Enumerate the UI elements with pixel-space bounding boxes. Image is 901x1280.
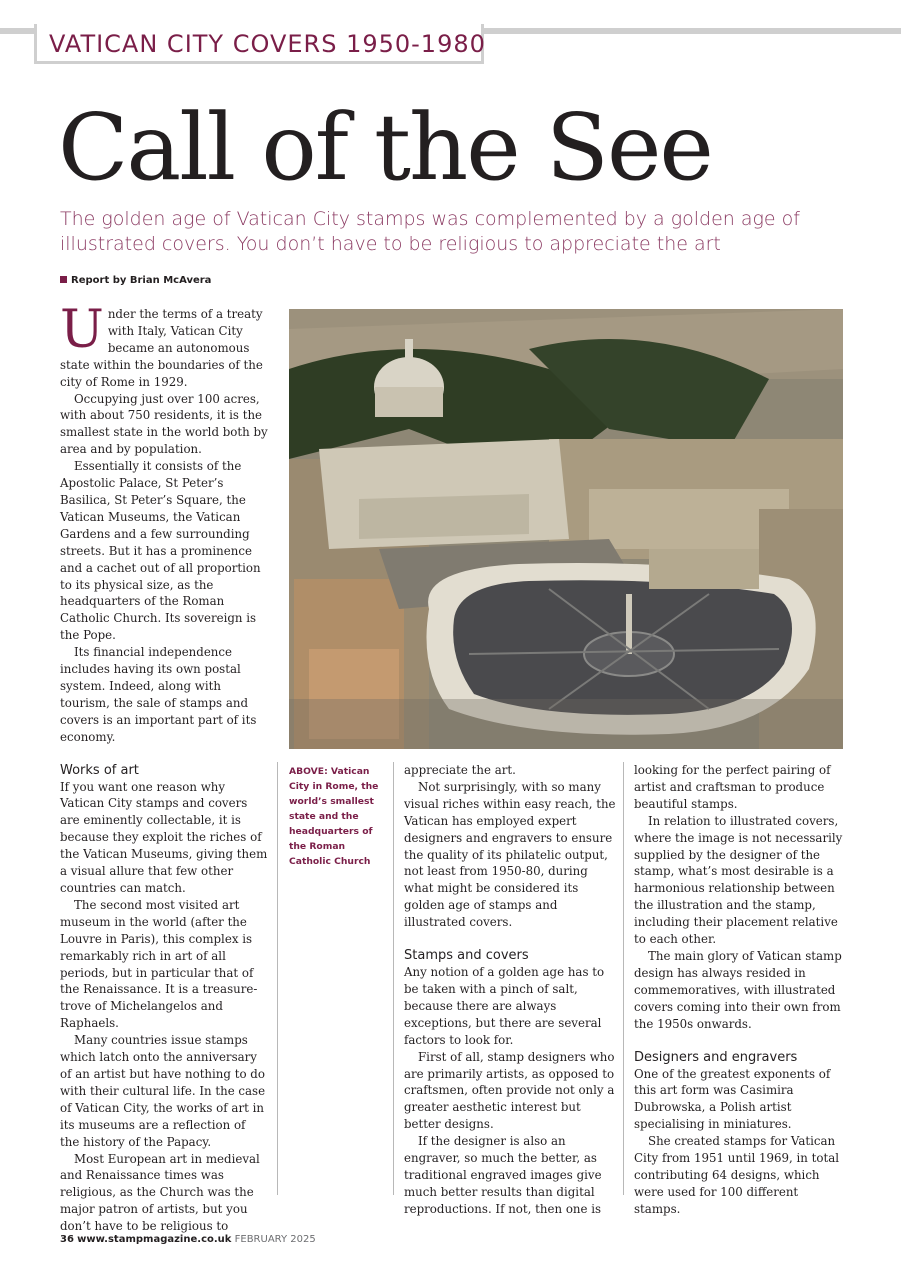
section-tag: [34, 24, 484, 64]
column-divider: [277, 762, 278, 1195]
footer-date: FEBRUARY 2025: [234, 1234, 316, 1245]
page-footer: [60, 1234, 316, 1245]
paragraph: If you want one reason why Vatican City stamps and covers are eminently collectable, it is because they exploit the riches of the Vatican Museums, giving them a visual allure that few other countries can match.: [60, 779, 268, 895]
body-column-1: [60, 300, 268, 1235]
byline-square-icon: [60, 276, 67, 283]
body-column-3: [634, 762, 846, 1218]
paragraph: Many countries issue stamps which latch onto the anniversary of an artist but have nothing to do with their cultural life. In the case of Vatican City, the works of art in its museums are a reflection of the history of the Papacy.: [60, 1033, 266, 1149]
column-divider: [623, 762, 624, 1195]
body-column-2: [404, 762, 616, 1218]
paragraph: She created stamps for Vatican City from 1951 until 1969, in total contributing 64 designs, which were used for 100 different stamps.: [634, 1134, 840, 1216]
headline: Call of the See: [58, 94, 712, 201]
intro-paragraph: Under the terms of a treaty with Italy, Vatican City became an autonomous state within the boundaries of the city of Rome in 1929.: [60, 300, 263, 389]
subheading-stamps-and-covers: Stamps and covers: [404, 948, 529, 964]
paragraph: Occupying just over 100 acres, with about 750 residents, it is the smallest state in the world both by area and by population.: [60, 391, 268, 457]
photo-caption: ABOVE: Vatican City in Rome, the world’s smallest state and the headquarters of the Roman Catholic Church: [289, 766, 379, 867]
paragraph: Its financial independence includes having its own postal system. Indeed, along with tourism, the sale of stamps and covers is an important part of its economy.: [60, 645, 257, 744]
byline-text: Report by Brian McAvera: [71, 275, 212, 286]
section-label: VATICAN CITY COVERS 1950-1980: [49, 30, 486, 58]
paragraph: The second most visited art museum in the world (after the Louvre in Paris), this complex is remarkably rich in art of all periods, but in particular that of the Renaissance. It is a treasure-trove of Michelangelos and Raphaels.: [60, 897, 258, 1031]
paragraph: In relation to illustrated covers, where the image is not necessarily supplied by the designer of the stamp, what’s most desirable is a harmonious relationship between the illustration and the stamp, including their placement relative to each other.: [634, 813, 843, 947]
subheading-designers-and-engravers: Designers and engravers: [634, 1049, 798, 1065]
paragraph: Any notion of a golden age has to be taken with a pinch of salt, because there are always exceptions, but there are several factors to look for.: [404, 965, 605, 1047]
paragraph: looking for the perfect pairing of artist and craftsman to produce beautiful stamps.: [634, 763, 831, 811]
paragraph: Not surprisingly, with so many visual riches within easy reach, the Vatican has employed expert designers and engravers to ensure the quality of its philatelic output, not least from 1950-80, during what might be considered its golden age of stamps and illustrated covers.: [404, 779, 616, 930]
column-divider: [393, 762, 394, 1195]
paragraph: The main glory of Vatican stamp design has always resided in commemoratives, with illustrated covers coming into their own from the 1950s onwards.: [634, 948, 842, 1031]
paragraph: First of all, stamp designers who are primarily artists, as opposed to craftsmen, often provide not only a greater aesthetic interest but better designs.: [404, 1049, 615, 1132]
drop-cap: U: [60, 300, 104, 360]
paragraph: Most European art in medieval and Renaissance times was religious, as the Church was the major patron of artists, but you don’t have to be religious to: [60, 1151, 260, 1234]
byline: [60, 275, 211, 286]
paragraph: appreciate the art.: [404, 763, 516, 777]
paragraph: If the designer is also an engraver, so much the better, as traditional engraved images give much better results than digital reproductions. If not, then one is: [404, 1134, 602, 1216]
st-peters-aerial-photo: [289, 309, 843, 749]
paragraph: One of the greatest exponents of this art form was Casimira Dubrowska, a Polish artist specialising in miniatures.: [634, 1066, 831, 1132]
page-number: 36: [60, 1234, 74, 1245]
standfirst: The golden age of Vatican City stamps was complemented by a golden age of illustrated covers. You don’t have to be religious to appreciate the art: [60, 208, 800, 255]
footer-url[interactable]: www.stampmagazine.co.uk: [77, 1234, 232, 1245]
paragraph: Essentially it consists of the Apostolic Palace, St Peter’s Basilica, St Peter’s Square, the Vatican Museums, the Vatican Gardens and a few surrounding streets. But it has a prominence and a cachet out of all proportion to its physical size, as the headquarters of the Roman Catholic Church. Its sovereign is the Pope.: [60, 459, 261, 643]
subheading-works-of-art: Works of art: [60, 762, 139, 778]
